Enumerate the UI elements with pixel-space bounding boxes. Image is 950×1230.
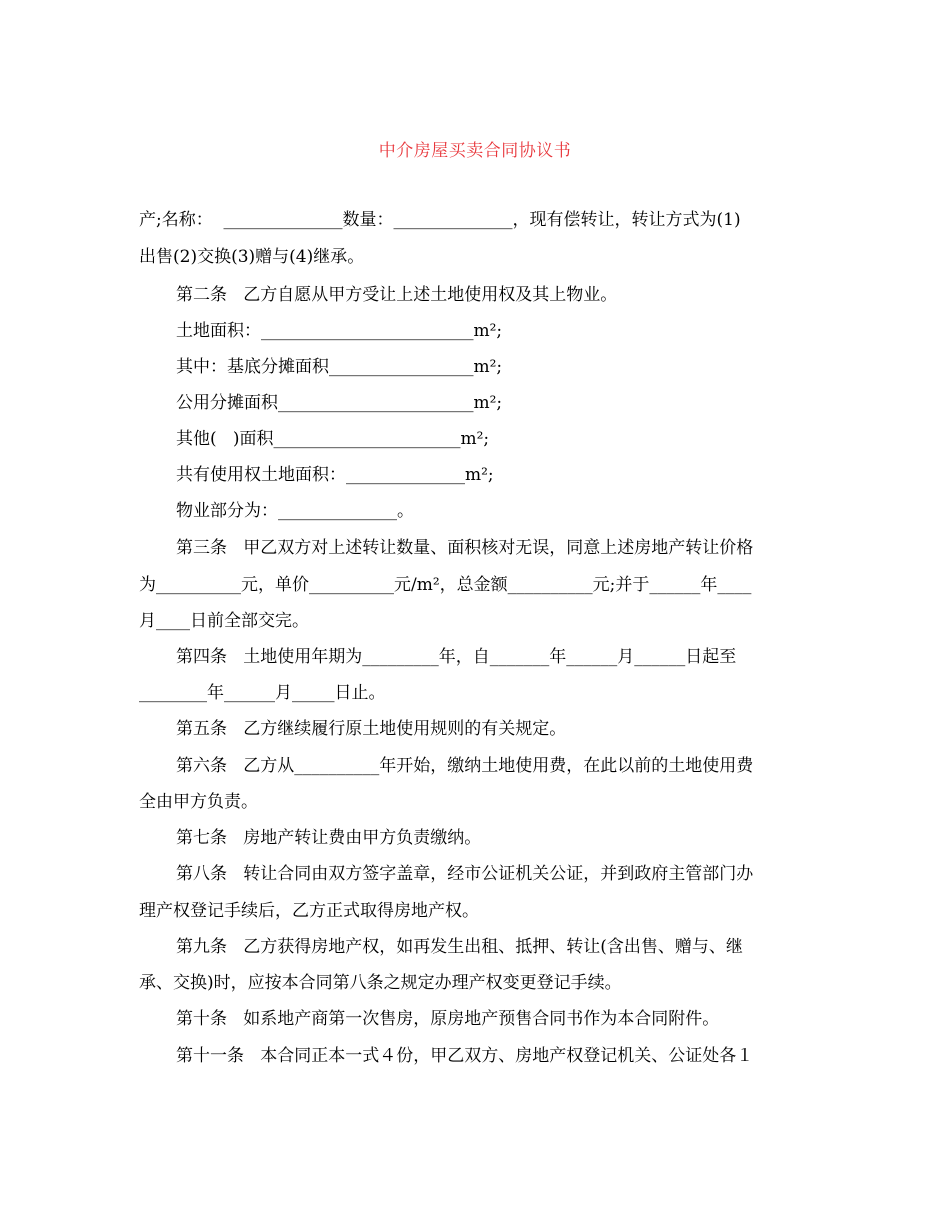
property-line: 物业部分为：______________。	[176, 501, 414, 521]
article-6: 第六条 乙方从__________年开始，缴纳土地使用费，在此以前的土地使用费	[176, 756, 754, 776]
paragraph-line: 产;名称： ______________数量：______________，现有偿转让，转让方式为(1)	[139, 210, 741, 230]
paragraph-line: 理产权登记手续后，乙方正式取得房地产权。	[139, 901, 479, 921]
paragraph-line: 月____日前全部交完。	[139, 611, 309, 631]
other-area-line: 其他( )面积______________________m²;	[176, 429, 490, 449]
public-area-line: 公用分摊面积_______________________m²;	[176, 393, 503, 413]
article-10: 第十条 如系地产商第一次售房，原房地产预售合同书作为本合同附件。	[176, 1009, 720, 1029]
paragraph-line: 为__________元，单价__________元/m²，总金额__________元;并于______年____	[139, 575, 752, 595]
article-3: 第三条 甲乙双方对上述转让数量、面积核对无误，同意上述房地产转让价格	[176, 538, 754, 558]
shared-area-line: 共有使用权土地面积：______________m²;	[176, 465, 494, 485]
paragraph-line: 出售(2)交换(3)赠与(4)继承。	[139, 247, 365, 267]
article-2: 第二条 乙方自愿从甲方受让上述土地使用权及其上物业。	[176, 285, 618, 305]
paragraph-line: ________年______月_____日止。	[139, 683, 386, 703]
paragraph-line: 全由甲方负责。	[139, 792, 258, 812]
article-4: 第四条 土地使用年期为_________年，自_______年______月______日起至	[176, 647, 737, 667]
document-title: 中介房屋买卖合同协议书	[378, 141, 572, 161]
article-11: 第十一条 本合同正本一式４份，甲乙双方、房地产权登记机关、公证处各１	[176, 1046, 754, 1066]
article-7: 第七条 房地产转让费由甲方负责缴纳。	[176, 828, 482, 848]
paragraph-line: 承、交换)时，应按本合同第八条之规定办理产权变更登记手续。	[139, 973, 622, 993]
land-area-line: 土地面积：_________________________m²;	[176, 321, 503, 341]
article-9: 第九条 乙方获得房地产权，如再发生出租、抵押、转让(含出售、赠与、继	[176, 937, 743, 957]
article-8: 第八条 转让合同由双方签字盖章，经市公证机关公证，并到政府主管部门办	[176, 864, 754, 884]
base-area-line: 其中：基底分摊面积_________________m²;	[176, 357, 503, 377]
article-5: 第五条 乙方继续履行原土地使用规则的有关规定。	[176, 719, 567, 739]
